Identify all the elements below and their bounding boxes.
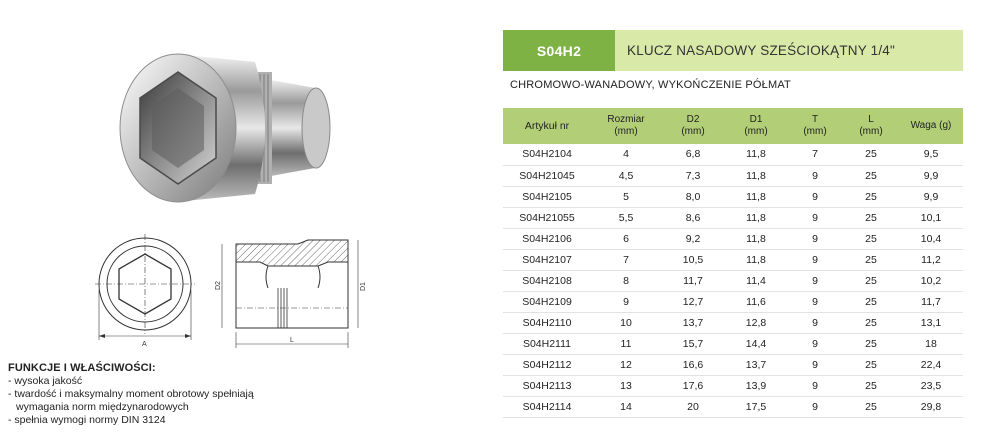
- table-cell: S04H2111: [503, 333, 591, 354]
- table-row: [503, 312, 963, 333]
- table-cell: 7,3: [661, 165, 725, 186]
- table-row: [503, 165, 963, 186]
- features-title: FUNKCJE I WŁAŚCIWOŚCI:: [8, 362, 156, 374]
- table-cell: 6,8: [661, 144, 725, 165]
- table-cell: 15,7: [661, 333, 725, 354]
- table-cell: 11,6: [725, 291, 787, 312]
- table-row: [503, 333, 963, 354]
- table-cell: 10,2: [899, 270, 963, 291]
- spec-table: [503, 108, 963, 418]
- table-cell: 14: [591, 396, 661, 417]
- table-cell: 10: [591, 312, 661, 333]
- dimension-l-label: L: [290, 337, 294, 344]
- table-cell: 17,5: [725, 396, 787, 417]
- table-cell: 12: [591, 354, 661, 375]
- feature-item: wymagania norm międzynarodowych: [16, 401, 189, 413]
- table-cell: 25: [843, 144, 899, 165]
- table-cell: 10,1: [899, 207, 963, 228]
- table-cell: S04H21045: [503, 165, 591, 186]
- table-cell: 9: [787, 333, 843, 354]
- table-cell: 9: [787, 228, 843, 249]
- table-row: [503, 354, 963, 375]
- table-cell: S04H21055: [503, 207, 591, 228]
- table-cell: 9: [787, 186, 843, 207]
- table-cell: 8: [591, 270, 661, 291]
- front-view-drawing: [80, 232, 210, 352]
- table-cell: 25: [843, 312, 899, 333]
- table-row: [503, 291, 963, 312]
- product-title: KLUCZ NASADOWY SZEŚCIOKĄTNY 1/4": [615, 30, 963, 71]
- table-cell: 9,9: [899, 186, 963, 207]
- table-cell: 11,4: [725, 270, 787, 291]
- table-cell: 29,8: [899, 396, 963, 417]
- table-cell: 25: [843, 354, 899, 375]
- table-cell: 9: [787, 291, 843, 312]
- table-cell: 9: [787, 165, 843, 186]
- table-cell: 25: [843, 207, 899, 228]
- dimension-d2-label: D2: [215, 281, 222, 290]
- table-cell: S04H2110: [503, 312, 591, 333]
- table-cell: 11,8: [725, 186, 787, 207]
- col-header-d2: D2 (mm): [661, 108, 725, 144]
- feature-item: - spełnia wymogi normy DIN 3124: [8, 414, 166, 426]
- table-cell: 11,8: [725, 249, 787, 270]
- table-cell: 25: [843, 270, 899, 291]
- col-header-l: L (mm): [843, 108, 899, 144]
- table-row: [503, 396, 963, 417]
- table-cell: 9: [787, 270, 843, 291]
- product-photo: [110, 40, 340, 215]
- table-cell: 12,7: [661, 291, 725, 312]
- table-cell: 9: [787, 312, 843, 333]
- table-row: [503, 207, 963, 228]
- table-cell: S04H2114: [503, 396, 591, 417]
- table-cell: 9,9: [899, 165, 963, 186]
- table-cell: 5,5: [591, 207, 661, 228]
- table-cell: 13,9: [725, 375, 787, 396]
- table-cell: S04H2112: [503, 354, 591, 375]
- features-section: [8, 362, 308, 427]
- table-cell: 11,2: [899, 249, 963, 270]
- table-cell: 25: [843, 291, 899, 312]
- table-cell: 10,5: [661, 249, 725, 270]
- table-cell: 18: [899, 333, 963, 354]
- table-cell: 7: [787, 144, 843, 165]
- table-cell: 4,5: [591, 165, 661, 186]
- table-cell: 14,4: [725, 333, 787, 354]
- table-cell: 17,6: [661, 375, 725, 396]
- table-row: [503, 249, 963, 270]
- product-header: [503, 30, 963, 71]
- table-cell: 9: [787, 207, 843, 228]
- table-cell: 25: [843, 249, 899, 270]
- table-cell: 11: [591, 333, 661, 354]
- table-cell: 25: [843, 375, 899, 396]
- table-cell: 22,4: [899, 354, 963, 375]
- table-cell: 11,8: [725, 207, 787, 228]
- table-cell: 25: [843, 396, 899, 417]
- dimension-d1-label: D1: [360, 282, 367, 291]
- table-cell: 11,8: [725, 165, 787, 186]
- table-cell: 8,6: [661, 207, 725, 228]
- table-cell: S04H2107: [503, 249, 591, 270]
- table-cell: 25: [843, 165, 899, 186]
- table-cell: 9: [591, 291, 661, 312]
- table-row: [503, 186, 963, 207]
- table-row: [503, 375, 963, 396]
- table-cell: 13,7: [661, 312, 725, 333]
- table-cell: 9,5: [899, 144, 963, 165]
- table-row: [503, 144, 963, 165]
- table-cell: 25: [843, 333, 899, 354]
- table-cell: S04H2104: [503, 144, 591, 165]
- table-cell: 5: [591, 186, 661, 207]
- col-header-t: T (mm): [787, 108, 843, 144]
- table-cell: 20: [661, 396, 725, 417]
- side-view-drawing: [208, 232, 368, 357]
- table-cell: 13,1: [899, 312, 963, 333]
- table-cell: 7: [591, 249, 661, 270]
- table-cell: 25: [843, 228, 899, 249]
- table-cell: 13: [591, 375, 661, 396]
- table-cell: 25: [843, 186, 899, 207]
- table-cell: 13,7: [725, 354, 787, 375]
- table-cell: 11,8: [725, 144, 787, 165]
- table-cell: S04H2108: [503, 270, 591, 291]
- table-cell: S04H2106: [503, 228, 591, 249]
- table-cell: 4: [591, 144, 661, 165]
- col-header-d1: D1 (mm): [725, 108, 787, 144]
- table-cell: 6: [591, 228, 661, 249]
- feature-item: - wysoka jakość: [8, 375, 83, 387]
- table-row: [503, 228, 963, 249]
- table-cell: 11,8: [725, 228, 787, 249]
- table-cell: 10,4: [899, 228, 963, 249]
- table-header-row: [503, 108, 963, 144]
- table-cell: 12,8: [725, 312, 787, 333]
- dimension-a-label: A: [142, 341, 147, 348]
- table-cell: 9: [787, 396, 843, 417]
- table-row: [503, 270, 963, 291]
- product-code: S04H2: [503, 30, 615, 71]
- table-cell: 9: [787, 354, 843, 375]
- table-cell: 8,0: [661, 186, 725, 207]
- product-subtitle: CHROMOWO-WANADOWY, WYKOŃCZENIE PÓŁMAT: [510, 79, 791, 91]
- table-cell: 11,7: [899, 291, 963, 312]
- table-cell: S04H2105: [503, 186, 591, 207]
- col-header-article: Artykuł nr: [503, 108, 591, 144]
- table-cell: S04H2113: [503, 375, 591, 396]
- table-cell: 16,6: [661, 354, 725, 375]
- col-header-size: Rozmiar (mm): [591, 108, 661, 144]
- table-cell: 11,7: [661, 270, 725, 291]
- table-cell: 23,5: [899, 375, 963, 396]
- table-cell: S04H2109: [503, 291, 591, 312]
- table-cell: 9: [787, 375, 843, 396]
- table-cell: 9: [787, 249, 843, 270]
- feature-item: - twardość i maksymalny moment obrotowy spełniają: [8, 388, 254, 400]
- table-cell: 9,2: [661, 228, 725, 249]
- col-header-weight: Waga (g): [899, 108, 963, 144]
